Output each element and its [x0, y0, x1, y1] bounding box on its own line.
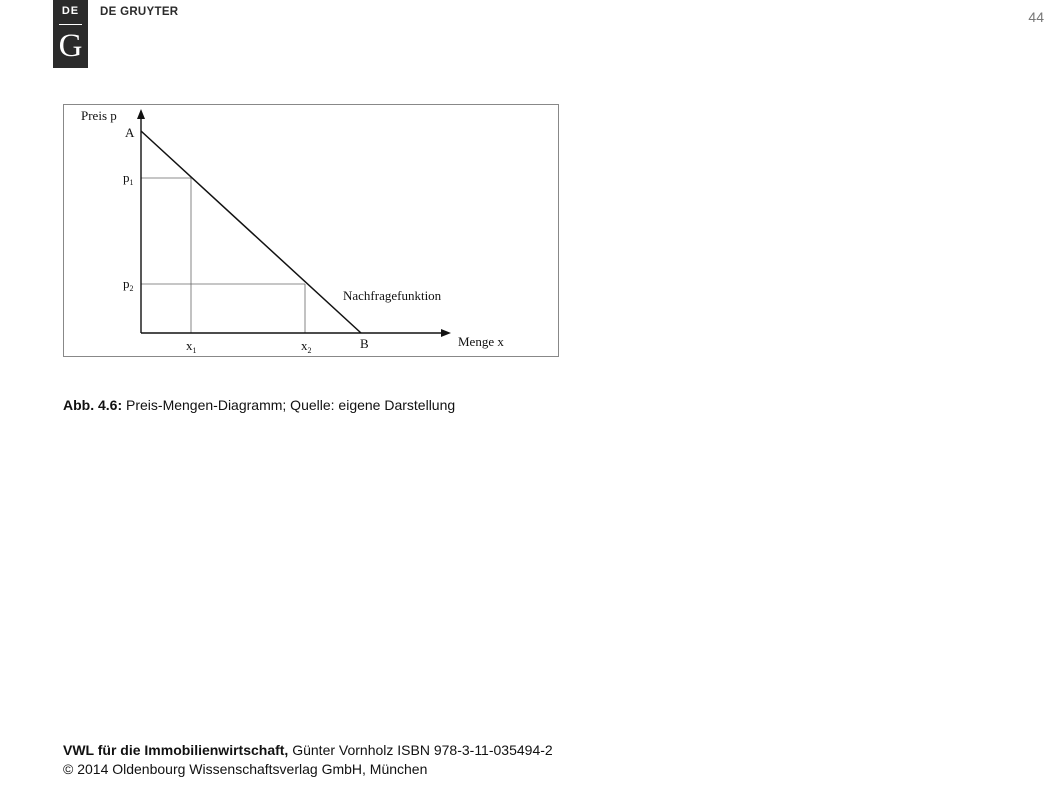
y-axis-label: Preis p [81, 108, 117, 123]
price-2-letter: p [123, 276, 130, 291]
quantity-1-subscript: 1 [192, 346, 197, 355]
price-2-subscript: 2 [129, 284, 134, 293]
footer-book-title: VWL für die Immobilienwirtschaft, [63, 742, 289, 758]
page-footer [63, 741, 553, 779]
price-1-letter: p [123, 170, 130, 185]
caption-text: Preis-Mengen-Diagramm; Quelle: eigene Darstellung [126, 397, 456, 413]
page-number: 44 [1028, 9, 1044, 25]
quantity-2-subscript: 2 [307, 346, 312, 355]
diagram-svg [63, 104, 559, 357]
publisher-name: DE GRUYTER [100, 6, 179, 18]
logo-divider [59, 24, 82, 25]
point-a-label: A [125, 125, 135, 140]
price-quantity-diagram [63, 104, 559, 357]
quantity-2-letter: x [301, 338, 308, 353]
footer-book-line [63, 741, 553, 760]
logo-de-text: DE [61, 5, 80, 17]
figure-caption [63, 397, 455, 413]
demand-curve-label: Nachfragefunktion [343, 288, 442, 303]
quantity-1-letter: x [186, 338, 193, 353]
price-1-subscript: 1 [129, 178, 134, 187]
footer-copyright: © 2014 Oldenbourg Wissenschaftsverlag GmbH, München [63, 761, 428, 777]
point-b-label: B [360, 336, 369, 351]
publisher-logo [53, 0, 88, 68]
caption-figure-number: Abb. 4.6: [63, 397, 123, 413]
logo-g-letter: G [58, 28, 83, 64]
footer-book-info: Günter Vornholz ISBN 978-3-11-035494-2 [292, 742, 553, 758]
x-axis-label: Menge x [458, 334, 504, 349]
figure-frame [64, 105, 559, 357]
